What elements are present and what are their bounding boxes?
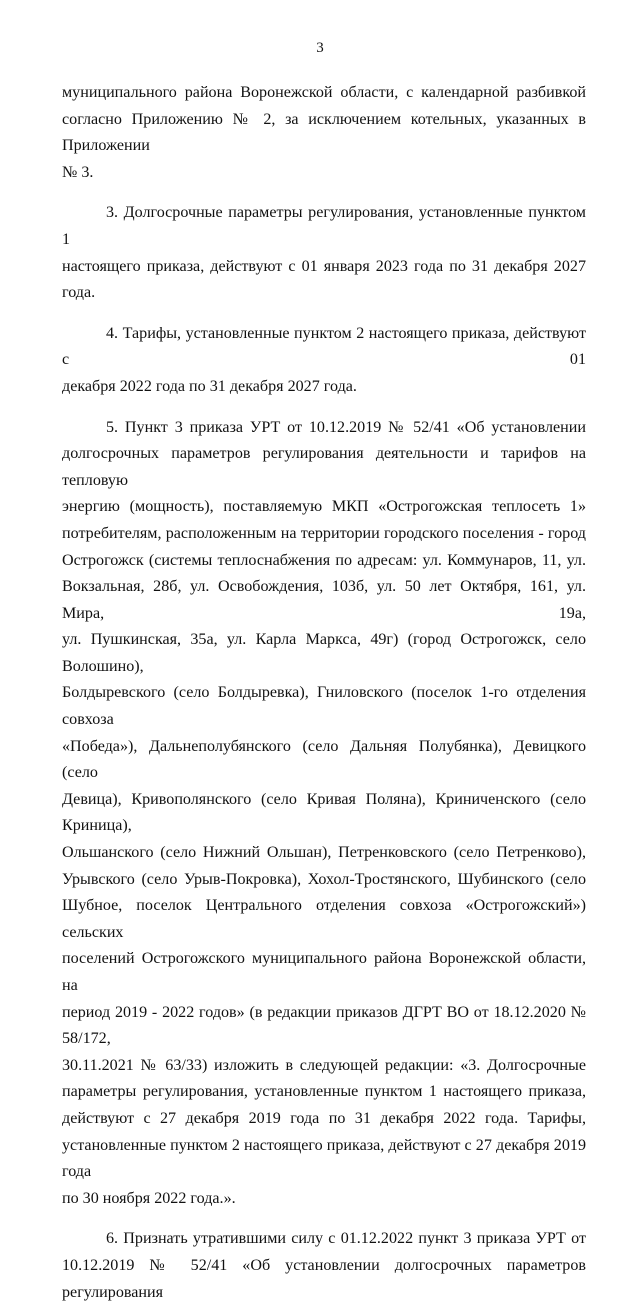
paragraph-line: ул. Пушкинская, 35а, ул. Карла Маркса, 49г) (город Острогожск, село Волошино), — [62, 631, 586, 675]
paragraph-line: 30.11.2021 № 63/33) изложить в следующей редакции: «3. Долгосрочные — [62, 1056, 586, 1074]
paragraph-line: 10.12.2019 № 52/41 «Об установлении долгосрочных параметров регулирования — [62, 1256, 586, 1301]
paragraph-line: декабря 2022 года по 31 декабря 2027 года. — [62, 377, 357, 395]
paragraph-line: по 30 ноября 2022 года.». — [62, 1189, 236, 1207]
paragraph-line: потребителям, расположенным на территории городского поселения - город — [62, 524, 586, 542]
page-number: 3 — [316, 40, 324, 56]
paragraph-line: 6. Признать утратившими силу с 01.12.2022 пункт 3 приказа УРТ от — [106, 1230, 586, 1248]
paragraph-line: Болдыревского (село Болдыревка), Гниловского (поселок 1-го отделения совхоза — [62, 684, 586, 729]
document-body — [62, 80, 586, 1306]
paragraph-line: настоящего приказа, действуют с 01 января 2023 года по 31 декабря 2027 года. — [62, 257, 586, 302]
paragraph-line: Острогожск (системы теплоснабжения по адресам: ул. Коммунаров, 11, ул. — [62, 551, 586, 569]
paragraph-line: № 3. — [62, 163, 94, 181]
paragraph-line: согласно Приложению № 2, за исключением котельных, указанных в Приложении — [62, 110, 586, 155]
paragraph-line: Девица), Кривополянского (село Кривая Поляна), Криниченского (село Криница), — [62, 790, 586, 835]
paragraph-line: Ольшанского (село Нижний Ольшан), Петренковского (село Петренково), — [62, 844, 586, 862]
paragraph-line: 3. Долгосрочные параметры регулирования, установленные пунктом 1 — [62, 204, 586, 248]
paragraph-line: Шубное, поселок Центрального отделения совхоза «Острогожский») сельских — [62, 897, 586, 941]
paragraph-line: Вокзальная, 28б, ул. Освобождения, 103б, ул. 50 лет Октября, 161, ул. Мира, 19а, — [62, 578, 586, 622]
paragraph-line: 5. Пункт 3 приказа УРТ от 10.12.2019 № 52/41 «Об установлении — [106, 418, 586, 436]
paragraph-line: «Победа»), Дальнеполубянского (село Дальняя Полубянка), Девицкого (село — [62, 737, 586, 782]
paragraph-line: энергию (мощность), поставляемую МКП «Острогожская теплосеть 1» — [62, 498, 586, 516]
paragraph-line: параметры регулирования, установленные пунктом 1 настоящего приказа, — [62, 1083, 586, 1101]
paragraph-line: долгосрочных параметров регулирования деятельности и тарифов на тепловую — [62, 445, 586, 489]
paragraph-line: Урывского (село Урыв-Покровка), Хохол-Тростянского, Шубинского (село — [62, 870, 586, 888]
paragraph-line: поселений Острогожского муниципального района Воронежской области, на — [62, 950, 586, 994]
paragraph-line: установленные пунктом 2 настоящего приказа, действуют с 27 декабря 2019 года — [62, 1136, 586, 1181]
paragraph-line: 4. Тарифы, установленные пунктом 2 настоящего приказа, действуют с 01 — [62, 324, 586, 369]
paragraph-line: период 2019 - 2022 годов» (в редакции приказов ДГРТ ВО от 18.12.2020 № 58/172, — [62, 1003, 586, 1048]
paragraph-line: действуют с 27 декабря 2019 года по 31 декабря 2022 года. Тарифы, — [62, 1109, 586, 1127]
paragraph-line: муниципального района Воронежской области, с календарной разбивкой — [62, 84, 586, 101]
